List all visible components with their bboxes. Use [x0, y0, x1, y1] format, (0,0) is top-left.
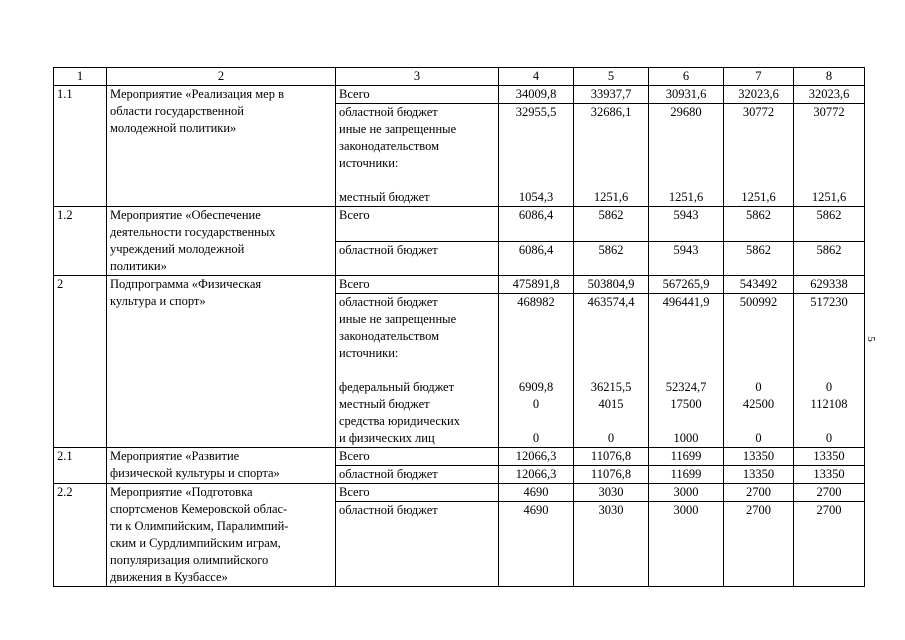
source-line: законодательством: [339, 139, 440, 153]
row-id-cell: [54, 484, 107, 587]
source-line: областной бюджет: [339, 295, 438, 309]
value: 0: [755, 380, 762, 394]
source-line: Всего: [339, 277, 370, 291]
row-name-line: политики»: [110, 259, 167, 273]
source-cell: [336, 294, 499, 448]
value-cell: [649, 466, 724, 484]
row-name-line: физической культуры и спорта»: [110, 466, 280, 480]
value: 112108: [810, 397, 848, 411]
value: [502, 311, 570, 328]
value: 30931,6: [665, 87, 707, 101]
value-cell: [724, 104, 794, 207]
value: [797, 121, 861, 138]
header-cell: 7: [724, 68, 794, 86]
value-cell: [499, 294, 574, 448]
value: 496441,9: [662, 295, 710, 309]
source-cell: [336, 448, 499, 466]
row-name-line: Мероприятие «Реализация мер в: [110, 87, 284, 101]
value-cell: [724, 448, 794, 466]
value: 1251,6: [811, 190, 847, 204]
value-cell: [724, 502, 794, 587]
budget-table: [53, 67, 865, 587]
value-cell: [649, 276, 724, 294]
value: [797, 413, 861, 430]
value: 6909,8: [518, 380, 554, 394]
value-cell: [499, 466, 574, 484]
value: [652, 121, 720, 138]
source-line: местный бюджет: [339, 397, 430, 411]
value: [652, 138, 720, 155]
value-cell: [574, 502, 649, 587]
source-line: местный бюджет: [339, 190, 430, 204]
value: [502, 121, 570, 138]
row-name-line: Мероприятие «Обеспечение: [110, 208, 261, 222]
source-cell: [336, 86, 499, 104]
row-name-line: ти к Олимпийским, Паралимпий-: [110, 519, 289, 533]
value-cell: [794, 104, 865, 207]
value: 0: [825, 431, 833, 445]
page-number: 5: [864, 336, 877, 342]
value-cell: [724, 241, 794, 276]
value-cell: [794, 448, 865, 466]
value: 12066,3: [515, 449, 557, 463]
value: [652, 345, 720, 362]
value: 13350: [813, 467, 845, 481]
value-cell: [649, 86, 724, 104]
value-cell: [794, 241, 865, 276]
value: 463574,4: [587, 295, 635, 309]
value: [797, 328, 861, 345]
value-cell: [649, 207, 724, 242]
value: [502, 172, 570, 189]
row-id: 2: [57, 277, 64, 291]
value-cell: [499, 241, 574, 276]
value: 33937,7: [590, 87, 632, 101]
value: 1251,6: [741, 190, 776, 204]
source-line: областной бюджет: [339, 503, 438, 517]
source-line: [339, 172, 495, 189]
value: [577, 138, 645, 155]
value-cell: [574, 294, 649, 448]
value: 0: [825, 380, 833, 394]
value: 543492: [739, 277, 778, 291]
value: [502, 328, 570, 345]
value: 42500: [742, 397, 775, 411]
value: [797, 172, 861, 189]
value: [797, 311, 861, 328]
value-cell: [649, 502, 724, 587]
source-cell: [336, 276, 499, 294]
row-name-cell: [107, 207, 336, 276]
source-line: [339, 362, 495, 379]
value: [502, 413, 570, 430]
row-id-cell: [54, 207, 107, 276]
value: [797, 138, 861, 155]
row-id-cell: [54, 86, 107, 207]
value: 567265,9: [662, 277, 710, 291]
value: [727, 172, 790, 189]
value-cell: [574, 104, 649, 207]
value: [727, 328, 790, 345]
value: 3000: [673, 503, 699, 517]
row-name-line: Мероприятие «Развитие: [110, 449, 240, 463]
value: 30772: [742, 105, 775, 119]
source-line: иные не запрещенные: [339, 312, 457, 326]
value-cell: [794, 502, 865, 587]
value: [577, 345, 645, 362]
row-name-line: молодежной политики»: [110, 121, 237, 135]
value: [502, 155, 570, 172]
header-cell: 1: [54, 68, 107, 86]
value: [727, 155, 790, 172]
value: 1000: [673, 431, 699, 445]
value: 5862: [598, 208, 624, 222]
value-cell: [574, 466, 649, 484]
row-name-line: ским и Сурдлимпийским играм,: [110, 536, 281, 550]
source-cell: [336, 502, 499, 587]
source-line: областной бюджет: [339, 467, 438, 481]
value-cell: [649, 484, 724, 502]
value: 5862: [816, 208, 842, 222]
source-line: законодательством: [339, 329, 440, 343]
value: 52324,7: [665, 380, 707, 394]
value-cell: [794, 276, 865, 294]
source-line: Всего: [339, 208, 370, 222]
value: [797, 345, 861, 362]
value: 34009,8: [515, 87, 557, 101]
value-cell: [724, 294, 794, 448]
value: 5862: [598, 242, 624, 257]
source-line: Всего: [339, 87, 370, 101]
value: [502, 345, 570, 362]
value: 13350: [813, 449, 845, 463]
value: [577, 413, 645, 430]
value: 11699: [670, 467, 702, 481]
header-cell: 5: [574, 68, 649, 86]
row-id-cell: [54, 448, 107, 484]
row-name-line: Подпрограмма «Физическая: [110, 277, 262, 291]
source-line: иные не запрещенные: [339, 122, 457, 136]
source-cell: [336, 207, 499, 242]
value: 4015: [598, 397, 624, 411]
value: [577, 155, 645, 172]
row-name-line: спортсменов Кемеровской облас-: [110, 502, 288, 516]
value: 4690: [523, 503, 549, 517]
value-cell: [499, 104, 574, 207]
row-id: 2.1: [57, 449, 73, 463]
table-row: [54, 86, 865, 104]
row-id: 1.1: [57, 87, 73, 101]
value: [652, 362, 720, 379]
row-name-cell: [107, 448, 336, 484]
value-cell: [499, 448, 574, 466]
value: 2700: [816, 485, 842, 499]
source-line: Всего: [339, 485, 370, 499]
value: 13350: [742, 467, 775, 481]
value: 5862: [746, 242, 771, 257]
value: 3030: [598, 503, 624, 517]
value-cell: [574, 86, 649, 104]
value: 1251,6: [668, 190, 704, 204]
value: 5862: [746, 208, 771, 222]
value-cell: [724, 276, 794, 294]
value: 1251,6: [593, 190, 629, 204]
value-cell: [649, 104, 724, 207]
value: 11699: [670, 449, 702, 463]
row-id-cell: [54, 276, 107, 448]
header-cell: 3: [336, 68, 499, 86]
value-cell: [794, 86, 865, 104]
row-name-cell: [107, 86, 336, 207]
value-cell: [649, 294, 724, 448]
row-name-cell: [107, 276, 336, 448]
header-cell: 6: [649, 68, 724, 86]
value: 2700: [746, 503, 771, 517]
value: [727, 121, 790, 138]
value-cell: [794, 484, 865, 502]
row-id: 1.2: [57, 208, 73, 222]
value: 2700: [816, 503, 842, 517]
value: 517230: [810, 295, 848, 309]
value: 468982: [517, 295, 555, 309]
source-line: средства юридических: [339, 414, 460, 428]
source-cell: [336, 484, 499, 502]
value-cell: [499, 502, 574, 587]
value-cell: [574, 448, 649, 466]
value: [727, 413, 790, 430]
source-line: и физических лиц: [339, 431, 435, 445]
source-cell: [336, 241, 499, 276]
value: [502, 362, 570, 379]
value: 30772: [813, 105, 845, 119]
row-name-line: движения в Кузбассе»: [110, 570, 228, 584]
row-name-line: культура и спорт»: [110, 294, 206, 308]
value: [577, 362, 645, 379]
row-name-line: деятельности государственных: [110, 225, 276, 239]
value: 4690: [523, 485, 549, 499]
value: 5943: [673, 208, 699, 222]
value: [577, 121, 645, 138]
row-name-line: учреждений молодежной: [110, 242, 245, 256]
value-cell: [794, 294, 865, 448]
value-cell: [499, 207, 574, 242]
value: 32023,6: [808, 87, 850, 101]
value: 0: [607, 431, 615, 445]
value: [652, 328, 720, 345]
value: 0: [532, 431, 540, 445]
source-line: Всего: [339, 449, 370, 463]
value-cell: [649, 448, 724, 466]
value: 17500: [670, 397, 702, 411]
row-name-line: Мероприятие «Подготовка: [110, 485, 253, 499]
source-line: областной бюджет: [339, 105, 438, 119]
value: 36215,5: [590, 380, 632, 394]
value: [577, 311, 645, 328]
value: 3000: [673, 485, 699, 499]
value-cell: [574, 241, 649, 276]
table-row: [54, 276, 865, 294]
value: 629338: [810, 277, 848, 291]
value-cell: [794, 207, 865, 242]
source-line: источники:: [339, 156, 399, 170]
value: [502, 138, 570, 155]
value-cell: [724, 466, 794, 484]
value: 12066,3: [515, 467, 557, 481]
value: [652, 311, 720, 328]
value: 32023,6: [738, 87, 779, 101]
value-cell: [574, 484, 649, 502]
source-cell: [336, 466, 499, 484]
value: [727, 362, 790, 379]
source-line: областной бюджет: [339, 242, 438, 257]
value: 503804,9: [587, 277, 635, 291]
header-cell: 4: [499, 68, 574, 86]
value: 1054,3: [518, 190, 554, 204]
value-cell: [574, 207, 649, 242]
value: [577, 328, 645, 345]
value: 475891,8: [512, 277, 560, 291]
value: 11076,8: [590, 467, 632, 481]
value: 32955,5: [515, 105, 557, 119]
value: [727, 138, 790, 155]
value-cell: [724, 86, 794, 104]
value: 29680: [670, 105, 702, 119]
table-row: [54, 448, 865, 466]
value: [652, 172, 720, 189]
row-name-line: популяризация олимпийского: [110, 553, 269, 567]
value: 11076,8: [590, 449, 632, 463]
value-cell: [724, 207, 794, 242]
table-header-row: [54, 68, 865, 86]
row-name-line: области государственной: [110, 104, 244, 118]
value: 13350: [742, 449, 775, 463]
table-row: [54, 484, 865, 502]
value-cell: [574, 276, 649, 294]
value-cell: [499, 86, 574, 104]
source-line: источники:: [339, 346, 399, 360]
value: [797, 362, 861, 379]
value: 32686,1: [590, 105, 632, 119]
value: [727, 345, 790, 362]
header-cell: 8: [794, 68, 865, 86]
value: [652, 155, 720, 172]
value: 0: [755, 431, 762, 445]
value: [727, 311, 790, 328]
value: 3030: [598, 485, 624, 499]
value: [577, 172, 645, 189]
value: 6086,4: [518, 208, 554, 222]
value: 500992: [739, 295, 778, 309]
row-name-cell: [107, 484, 336, 587]
value-cell: [794, 466, 865, 484]
value: 6086,4: [518, 242, 554, 257]
value-cell: [499, 484, 574, 502]
table-row: [54, 207, 865, 242]
source-cell: [336, 104, 499, 207]
value: 0: [532, 397, 540, 411]
row-id: 2.2: [57, 485, 73, 499]
value: 5943: [673, 242, 699, 257]
value: 2700: [746, 485, 771, 499]
value-cell: [499, 276, 574, 294]
value-cell: [649, 241, 724, 276]
value: [797, 155, 861, 172]
value: 5862: [816, 242, 842, 257]
value: [652, 413, 720, 430]
source-line: федеральный бюджет: [339, 380, 455, 394]
header-cell: 2: [107, 68, 336, 86]
value-cell: [724, 484, 794, 502]
